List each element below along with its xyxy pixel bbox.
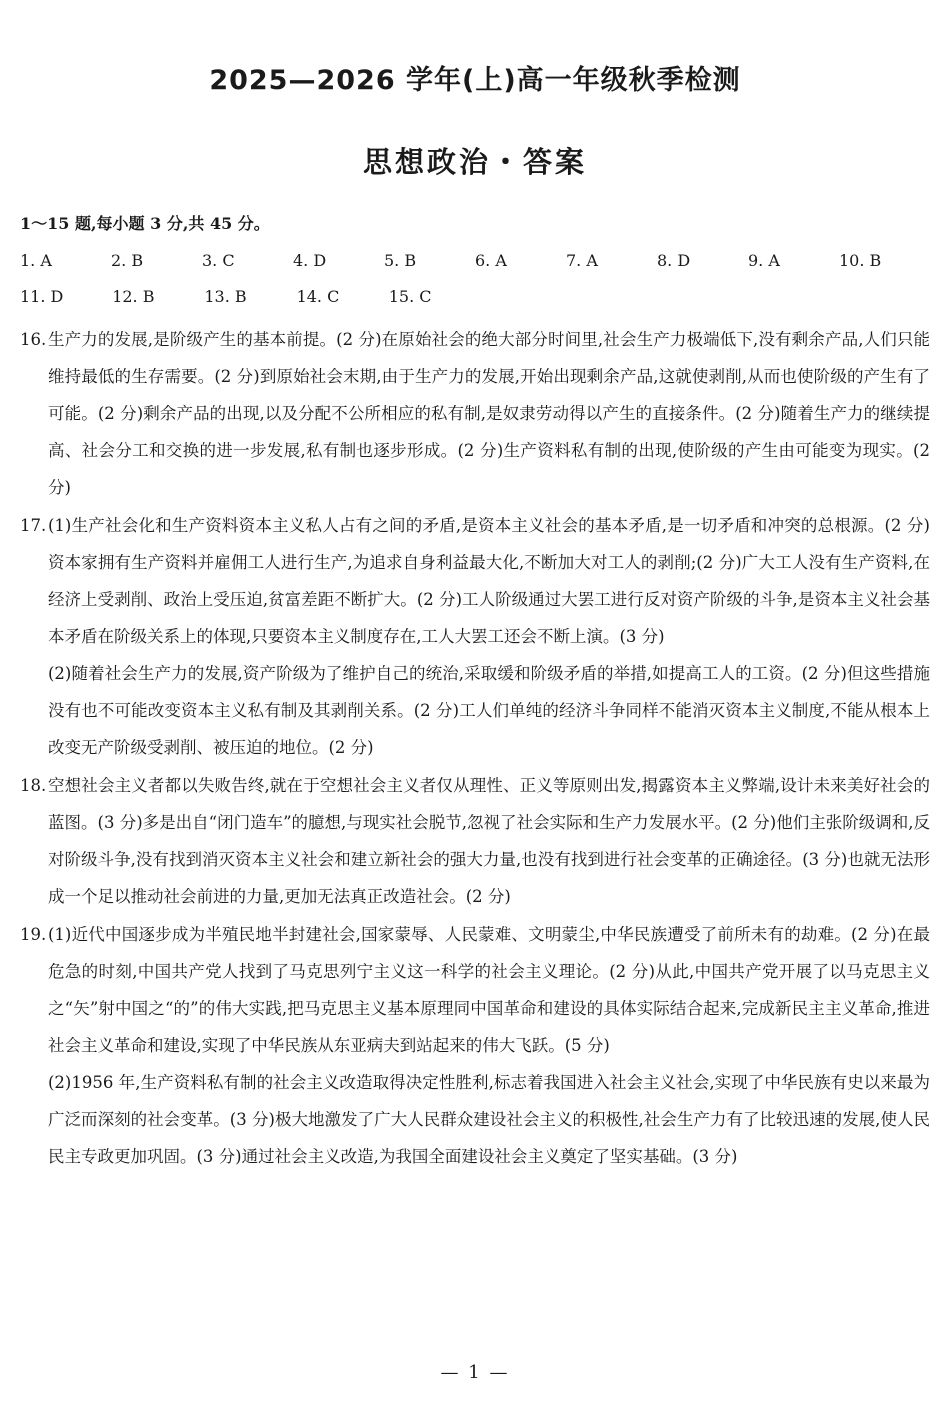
mc-answer: 14. C — [296, 287, 340, 306]
question-17 — [20, 507, 930, 766]
question-18 — [20, 767, 930, 915]
question-number: 19. — [20, 925, 47, 944]
exam-title: 2025—2026 学年(上)高一年级秋季检测 — [209, 65, 741, 96]
question-19 — [20, 916, 930, 1175]
answer-paragraph: (2)1956 年,生产资料私有制的社会主义改造取得决定性胜利,标志着我国进入社会主义社会,实现了中华民族有史以来最为广泛而深刻的社会变革。(3 分)极大地激发了广大人民群众建设社会主义的积极性,社会生产力有了比较迅速的发展,使人民民主专政更加巩固。(3 分)通过社会主义改造,为我国全面建设社会主义奠定了坚实基础。(3 分) — [48, 1073, 930, 1166]
answer-content — [20, 212, 930, 1176]
mc-answer: 15. C — [388, 287, 432, 306]
question-answer — [48, 767, 930, 915]
mc-answer: 12. B — [112, 287, 155, 306]
question-number: 16. — [20, 330, 47, 349]
answer-paragraph: (1)近代中国逐步成为半殖民地半封建社会,国家蒙辱、人民蒙难、文明蒙尘,中华民族遭受了前所未有的劫难。(2 分)在最危急的时刻,中国共产党人找到了马克思列宁主义这一科学的社会主义理论。(2 分)从此,中国共产党开展了以马克思主义之“矢”射中国之“的”的伟大实践,把马克思主义基本原理同中国革命和建设的具体实际结合起来,完成新民主主义革命,推进社会主义革命和建设,实现了中华民族从东亚病夫到站起来的伟大飞跃。(5 分) — [48, 925, 930, 1055]
answer-paragraph: 空想社会主义者都以失败告终,就在于空想社会主义者仅从理性、正义等原则出发,揭露资本主义弊端,设计未来美好社会的蓝图。(3 分)多是出自“闭门造车”的臆想,与现实社会脱节,忽视了社会实际和生产力发展水平。(2 分)他们主张阶级调和,反对阶级斗争,没有找到消灭资本主义社会和建立新社会的强大力量,也没有找到进行社会变革的正确途径。(3 分)也就无法形成一个足以推动社会前进的力量,更加无法真正改造社会。(2 分) — [48, 776, 930, 906]
question-answer — [48, 507, 930, 766]
question-number: 18. — [20, 776, 47, 795]
answer-paragraph: (1)生产社会化和生产资料资本主义私人占有之间的矛盾,是资本主义社会的基本矛盾,是一切矛盾和冲突的总根源。(2 分)资本家拥有生产资料并雇佣工人进行生产,为追求自身利益最大化,不断加大对工人的剥削;(2 分)广大工人没有生产资料,在经济上受剥削、政治上受压迫,贫富差距不断扩大。(2 分)工人阶级通过大罢工进行反对资产阶级的斗争,是资本主义社会基本矛盾在阶级关系上的体现,只要资本主义制度存在,工人大罢工还会不断上演。(3 分) — [48, 516, 930, 646]
answer-paragraph: 生产力的发展,是阶级产生的基本前提。(2 分)在原始社会的绝大部分时间里,社会生产力极端低下,没有剩余产品,人们只能维持最低的生存需要。(2 分)到原始社会末期,由于生产力的发展,开始出现剩余产品,这就使剥削,从而也使阶级的产生有了可能。(2 分)剩余产品的出现,以及分配不公所相应的私有制,是奴隶劳动得以产生的直接条件。(2 分)随着生产力的继续提高、社会分工和交换的进一步发展,私有制也逐步形成。(2 分)生产资料私有制的出现,使阶级的产生由可能变为现实。(2 分) — [48, 330, 930, 497]
question-16 — [20, 321, 930, 506]
multiple-choice-row-2 — [20, 285, 930, 309]
multiple-choice-row-1 — [20, 249, 930, 273]
mc-answer: 6. A — [475, 251, 507, 270]
mc-answer: 9. A — [748, 251, 780, 270]
question-answer — [48, 321, 930, 506]
answer-paragraph: (2)随着社会生产力的发展,资产阶级为了维护自己的统治,采取缓和阶级矛盾的举措,如提高工人的工资。(2 分)但这些措施没有也不可能改变资本主义私有制及其剥削关系。(2 分)工人们单纯的经济斗争同样不能消灭资本主义制度,不能从根本上改变无产阶级受剥削、被压迫的地位。(2 分) — [48, 664, 930, 757]
answer-key-subtitle: 思想政治・答案 — [362, 145, 587, 179]
mc-answer: 3. C — [202, 251, 235, 270]
mc-answer: 10. B — [839, 251, 882, 270]
mc-answer: 4. D — [293, 251, 327, 270]
page-number: — 1 — — [440, 1362, 510, 1383]
mc-answer: 5. B — [384, 251, 417, 270]
multiple-choice-note: 1～15 题,每小题 3 分,共 45 分。 — [20, 214, 270, 233]
mc-answer: 7. A — [566, 251, 598, 270]
mc-answer: 2. B — [111, 251, 144, 270]
mc-answer: 8. D — [657, 251, 691, 270]
mc-answer: 13. B — [204, 287, 247, 306]
mc-answer: 1. A — [20, 251, 52, 270]
question-answer — [48, 916, 930, 1175]
mc-answer: 11. D — [20, 287, 64, 306]
question-number: 17. — [20, 516, 47, 535]
